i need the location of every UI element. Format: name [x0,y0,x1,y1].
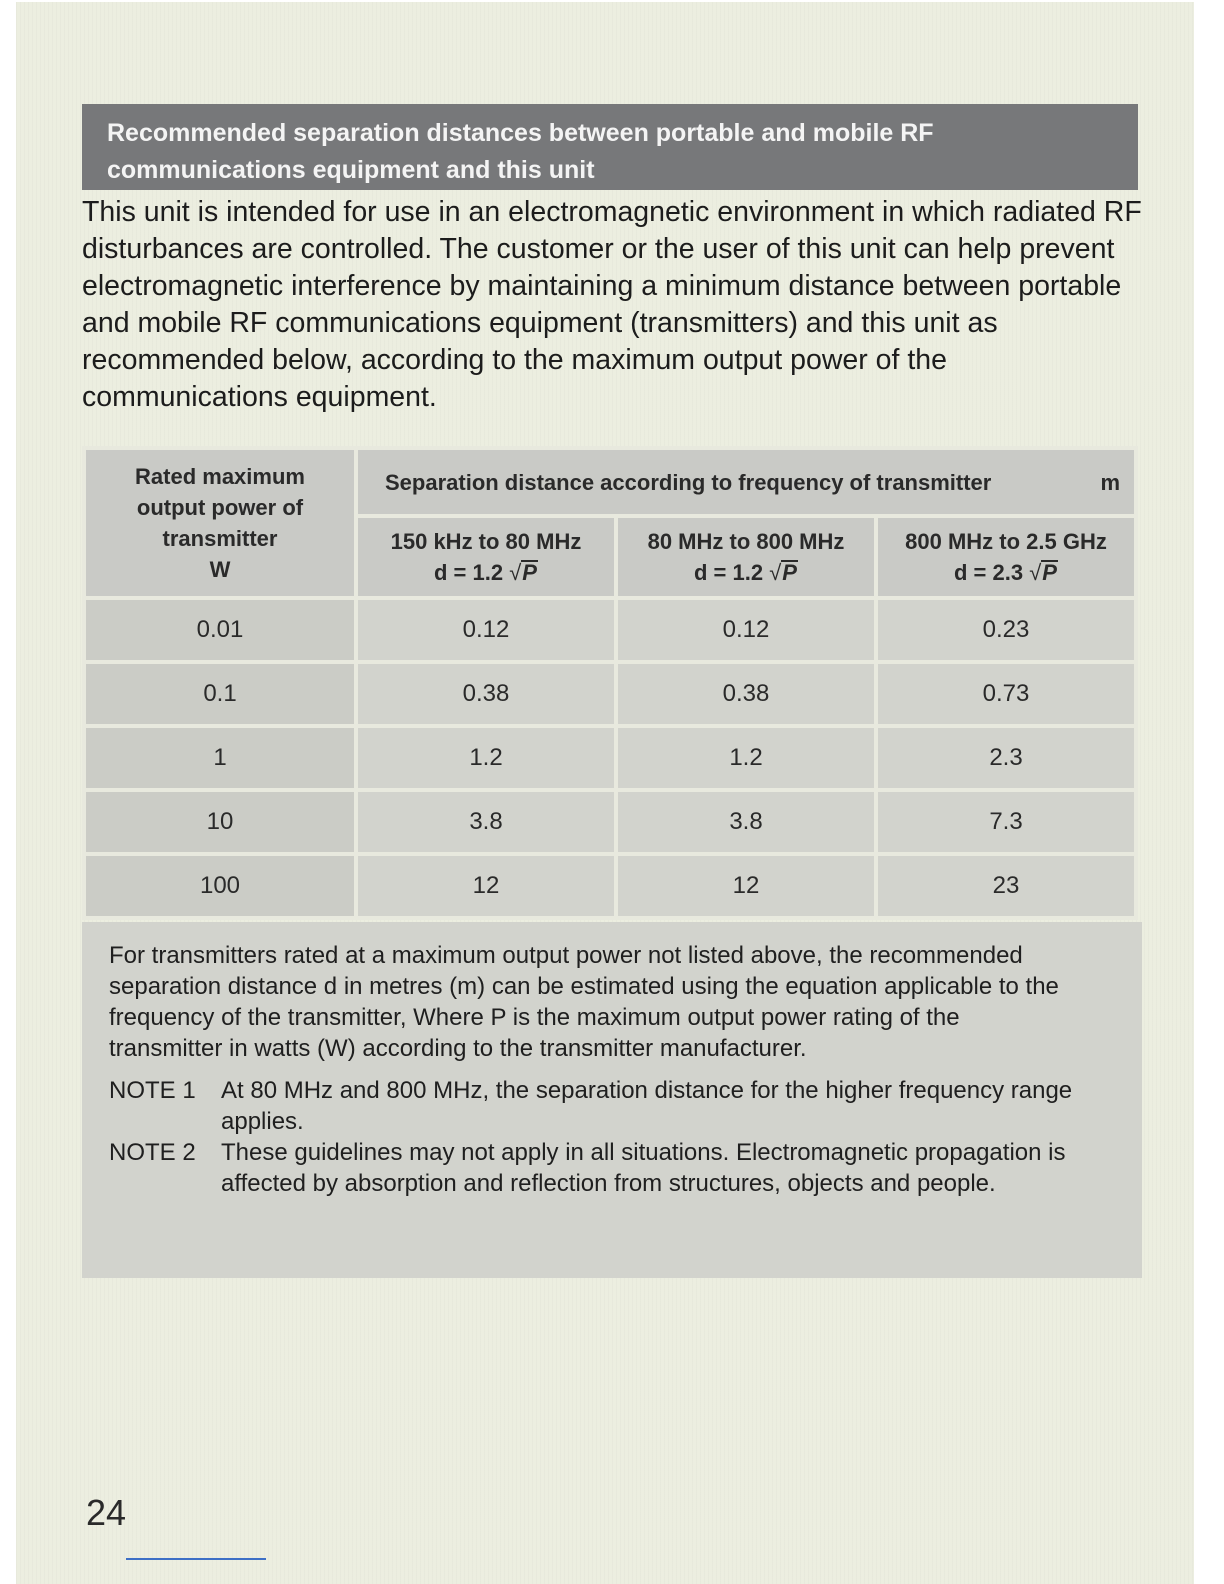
band-radicand: P [1042,560,1057,586]
footer-rule [126,1558,266,1560]
power-header-line: transmitter [162,526,278,552]
table-row [84,790,1136,854]
distance-cell: 12 [356,854,616,918]
separation-distance-table [82,446,1138,920]
footnote-paragraph: For transmitters rated at a maximum output power not listed above, the recommended separation distance d in metres (m) can be estimated using the equation applicable to the frequency of the transmitter, Where P is the maximum output power rating of the transmitter in watts (W) according to the transmitter manufacturer. [109,942,1059,1062]
power-cell: 100 [84,854,356,918]
power-cell: 1 [84,726,356,790]
band-formula [618,557,874,588]
band-header [876,516,1136,598]
note-text: At 80 MHz and 800 MHz, the separation distance for the higher frequency range applies. [221,1077,1073,1135]
distance-cell: 7.3 [876,790,1136,854]
section-header-line1: Recommended separation distances between portable and mobile RF [107,119,934,147]
band-formula-text: d = 1.2 [694,560,764,586]
band-header [616,516,876,598]
note-2 [109,1137,1122,1199]
band-radicand: P [522,560,537,586]
note-label: NOTE 2 [109,1139,196,1166]
distance-cell: 3.8 [616,790,876,854]
table-row [84,662,1136,726]
power-cell: 0.01 [84,598,356,662]
distance-cell: 0.38 [356,662,616,726]
section-header-line2: communications equipment and this unit [107,156,595,184]
distance-unit: m [1100,469,1120,495]
distance-cell: 1.2 [356,726,616,790]
table-row [84,598,1136,662]
power-header-unit: W [209,557,231,583]
band-formula-text: d = 2.3 [954,560,1024,586]
band-formula [358,557,614,588]
power-header-line: Rated maximum [135,464,305,490]
distance-cell: 0.12 [616,598,876,662]
band-radicand: P [782,560,797,586]
band-range: 80 MHz to 800 MHz [647,529,845,555]
distance-cell: 0.12 [356,598,616,662]
distance-cell: 0.38 [616,662,876,726]
distance-cell: 0.73 [876,662,1136,726]
section-header [82,104,1138,190]
separation-distance-header [356,448,1136,516]
table-header-row [84,448,1136,516]
notes-box [82,922,1142,1278]
band-header [356,516,616,598]
power-cell: 10 [84,790,356,854]
distance-cell: 0.23 [876,598,1136,662]
note-label: NOTE 1 [109,1077,196,1104]
sqrt-symbol: √ [509,560,522,586]
distance-cell: 3.8 [356,790,616,854]
distance-cell: 12 [616,854,876,918]
page-number: 24 [86,1492,127,1533]
distance-cell: 23 [876,854,1136,918]
table-row [84,726,1136,790]
sqrt-symbol: √ [1029,560,1042,586]
table-row [84,854,1136,918]
separation-distance-caption: Separation distance according to frequency of transmitter [385,469,992,495]
distance-cell: 2.3 [876,726,1136,790]
power-column-header [84,448,356,598]
intro-paragraph: This unit is intended for use in an electromagnetic environment in which radiated RF disturbances are controlled. The customer or the user of this unit can help prevent electromagnetic interference by maintaining a minimum distance between portable and mobile RF communications equipment (transmitters) and this unit as recommended below, according to the maximum output power of the communications equipment. [82,196,1142,413]
band-range: 800 MHz to 2.5 GHz [905,529,1107,555]
distance-cell: 1.2 [616,726,876,790]
band-formula [878,557,1134,588]
sqrt-symbol: √ [769,560,782,586]
band-formula-text: d = 1.2 [434,560,504,586]
power-header-line: output power of [136,495,304,521]
note-text: These guidelines may not apply in all situations. Electromagnetic propagation is affected by absorption and reflection from structures, objects and people. [221,1139,1066,1197]
note-1 [109,1075,1122,1137]
power-cell: 0.1 [84,662,356,726]
band-range: 150 kHz to 80 MHz [390,529,582,555]
